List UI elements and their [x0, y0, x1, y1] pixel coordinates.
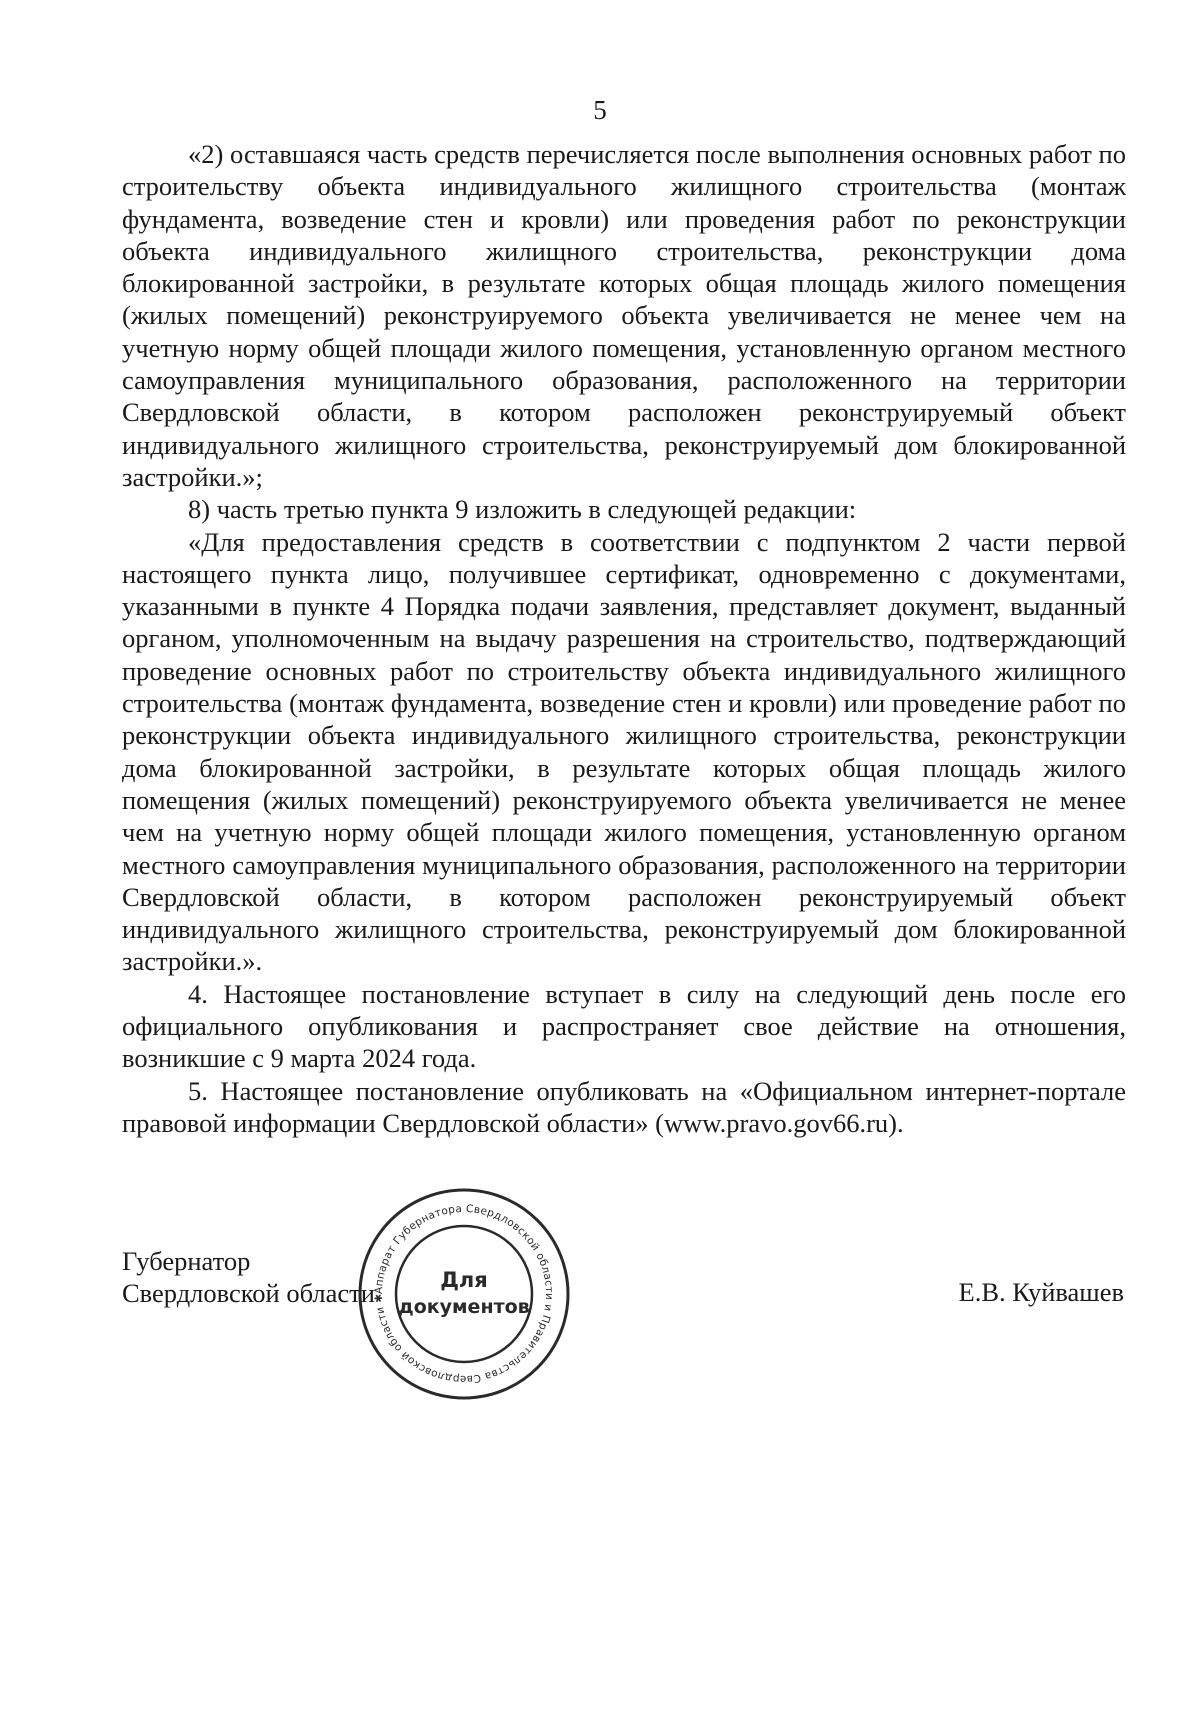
- stamp-outer-ring: [360, 1190, 568, 1398]
- signer-name: Е.В. Куйвашев: [958, 1277, 1124, 1307]
- paragraph-subitem-2: «2) оставшаяся часть средств перечисляется после выполнения основных работ по строительству объекта индивидуального жилищного строительства (монтаж фундамента, возведение стен и кровли) или проведения работ по реконструкции объекта индивидуального жилищного строительства, реконструкции дома блокированной застройки, в результате которых общая площадь жилого помещения (жилых помещений) реконструируемого объекта увеличивается не менее чем на учетную норму общей площади жилого помещения, установленную органом местного самоуправления муниципального образования, расположенного на территории Свердловской области, в котором расположен реконструируемый объект индивидуального жилищного строительства, реконструируемый дом блокированной застройки.»;: [122, 139, 1126, 492]
- stamp-ring-text: Аппарат Губернатора Свердловской области и Правительства Свердловской области ✱: [372, 1202, 556, 1386]
- stamp-center-line1: Для: [440, 1268, 488, 1292]
- official-stamp: [355, 1185, 573, 1403]
- page-number: 5: [593, 95, 607, 125]
- paragraph-point-4: 4. Настоящее постановление вступает в силу на следующий день после его официального опубликования и распространяет свое действие на отношения, возникшие с 9 марта 2024 года.: [122, 978, 1126, 1074]
- document-body: [122, 138, 1126, 1139]
- signature-position-line1: Губернатор: [122, 1246, 251, 1276]
- stamp-inner-ring: [396, 1226, 532, 1362]
- paragraph-item-8: 8) часть третью пункта 9 изложить в следующей редакции:: [188, 494, 857, 525]
- stamp-center-line2: документов: [398, 1296, 530, 1318]
- paragraph-new-wording: «Для предоставления средств в соответствии с подпунктом 2 части первой настоящего пункта лицо, получившее сертификат, одновременно с документами, указанными в пункте 4 Порядка подачи заявления, представляет документ, выданный органом, уполномоченным на выдачу разрешения на строительство, подтверждающий проведение основных работ по строительству объекта индивидуального жилищного строительства (монтаж фундамента, возведение стен и кровли) или проведение работ по реконструкции объекта индивидуального жилищного строительства, реконструкции дома блокированной застройки, в результате которых общая площадь жилого помещения (жилых помещений) реконструируемого объекта увеличивается не менее чем на учетную норму общей площади жилого помещения, установленную органом местного самоуправления муниципального образования, расположенного на территории Свердловской области, в котором расположен реконструируемый объект индивидуального жилищного строительства, реконструируемый дом блокированной застройки.».: [122, 526, 1126, 977]
- paragraph-point-5: 5. Настоящее постановление опубликовать на «Официальном интернет-портале правовой информации Свердловской области» (www.pravo.gov66.ru).: [122, 1075, 1126, 1138]
- signature-position-line2: Свердловской области: [122, 1278, 375, 1308]
- signature-position: [122, 1245, 375, 1309]
- stamp-graphic: [355, 1185, 573, 1403]
